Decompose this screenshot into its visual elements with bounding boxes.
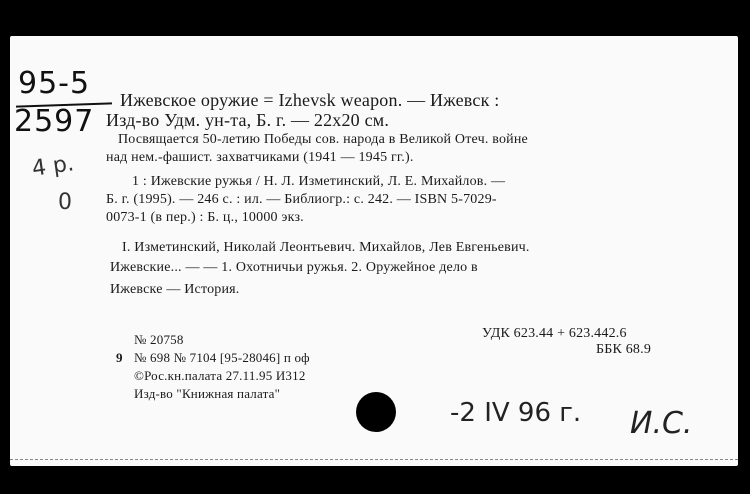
handwritten-code-bottom: 2597 <box>14 104 95 139</box>
tracing-line-2: Ижевские... — — 1. Охотничьи ружья. 2. Оружейное дело в <box>110 260 478 275</box>
handwritten-code-top: 95-5 <box>18 66 91 101</box>
handwritten-margin-note: 4 р. <box>30 151 76 182</box>
entry-imprint-line: Изд-во Удм. ун-та, Б. г. — 22x20 см. <box>106 110 390 130</box>
entry-part-1: 1 : Ижевские ружья / Н. Л. Изметинский, Л. Е. Михайлов. — <box>132 174 506 189</box>
tracing-line-3: Ижевске — История. <box>110 282 240 297</box>
card-bottom-edge <box>10 459 738 460</box>
tracing-line-1: I. Изметинский, Николай Леонтьевич. Михайлов, Лев Евгеньевич. <box>122 240 530 255</box>
entry-part-2: Б. г. (1995). — 246 с. : ил. — Библиогр.: с. 242. — ISBN 5-7029- <box>106 192 497 207</box>
footer-number-1: № 20758 <box>134 332 184 347</box>
entry-dedication-1: Посвящается 50-летию Победы сов. народа в Великой Отеч. войне <box>118 132 528 147</box>
entry-dedication-2: над нем.-фашист. захватчиками (1941 — 1945 гг.). <box>106 150 414 165</box>
entry-title-line: Ижевское оружие = Izhevsk weapon. — Ижевск : <box>120 90 500 110</box>
footer-copyright: ©Рос.кн.палата 27.11.95 И312 <box>134 368 306 383</box>
udk-code: УДК 623.44 + 623.442.6 <box>482 326 627 341</box>
handwritten-date-stamp: -2 IV 96 г. <box>450 398 582 428</box>
bbk-code: ББК 68.9 <box>596 342 652 357</box>
footer-number-2: № 698 № 7104 [95-28046] п оф <box>134 350 310 365</box>
footer-nine: 9 <box>116 350 123 365</box>
handwritten-margin-note-2: 0 <box>58 190 72 215</box>
handwritten-initials: И.С. <box>630 406 693 441</box>
entry-part-3: 0073-1 (в пер.) : Б. ц., 10000 экз. <box>106 210 304 225</box>
footer-publisher: Изд-во "Книжная палата" <box>134 386 281 401</box>
ink-blot <box>356 392 396 432</box>
catalog-card <box>10 36 738 466</box>
